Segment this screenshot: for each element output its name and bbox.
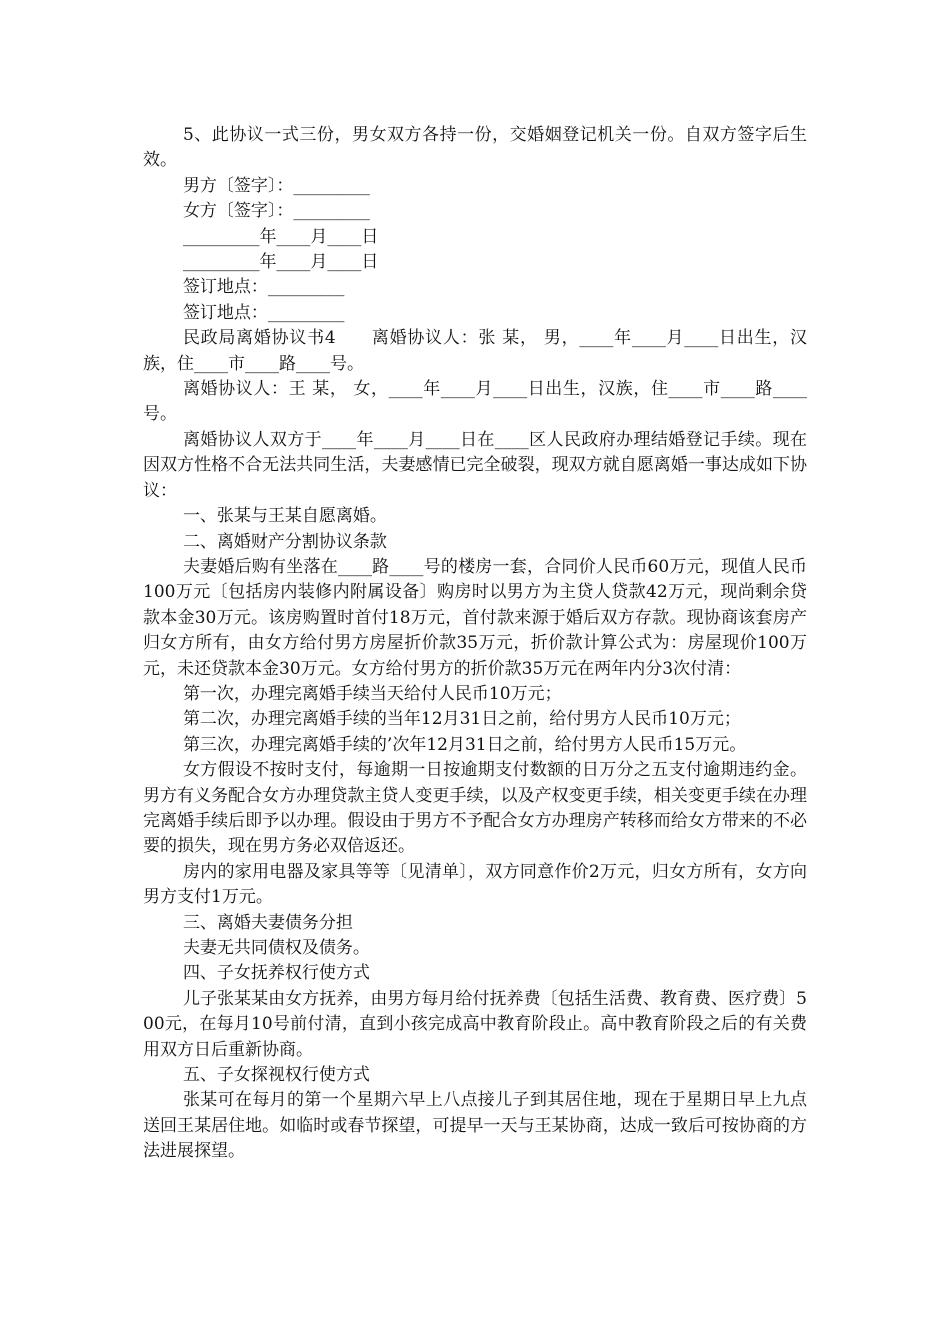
paragraph-late-penalty: 女方假设不按时支付，每逾期一日按逾期支付数额的日万分之五支付逾期违约金。男方有义务配合女方办理贷款主贷人变更手续，以及产权变更手续，相关变更手续在办理完离婚手续后即予以办理。假设由于男方不予配合女方办理房产转移而给女方带来的不必要的损失，现在男方务必双倍返还。 bbox=[143, 760, 807, 857]
paragraph-visitation: 张某可在每月的第一个星期六早上八点接儿子到其居住地，现在于星期日早上九点送回王某居住地。如临时或春节探望，可提早一天与王某协商，达成一致后可按协商的方法进展探望。 bbox=[143, 1090, 807, 1162]
paragraph-signing-place-1: 签订地点：_________ bbox=[182, 277, 345, 298]
paragraph-signing-place-2: 签订地点：_________ bbox=[182, 302, 345, 323]
paragraph-agreement-4-party-male: 民政局离婚协议书4 离婚协议人：张 某， 男，____年____月____日出生，汉族，住____市____路____号。 bbox=[143, 328, 807, 374]
paragraph-payment-3: 第三次，办理完离婚手续的’次年12月31日之前，给付男方人民币15万元。 bbox=[182, 734, 747, 755]
paragraph-agreement-copies: 5、此协议一式三份，男女双方各持一份，交婚姻登记机关一份。自双方签字后生效。 bbox=[143, 125, 807, 171]
paragraph-property-house: 夫妻婚后购有坐落在____路____号的楼房一套，合同价人民币60万元，现值人民币100万元〔包括房内装修内附属设备〕购房时以男方为主贷人贷款42万元，现尚剩余贷款本金30万元。该房购置时首付18万元，首付款来源于婚后双方存款。现协商该套房产归女方所有，由女方给付男方房屋折价款35万元，折价款计算公式为：房屋现价100万元，未还贷款本金30万元。女方给付男方的折价款35万元在两年内分3次付清： bbox=[143, 556, 807, 679]
paragraph-date-1: _________年____月____日 bbox=[182, 226, 379, 247]
paragraph-payment-2: 第二次，办理完离婚手续的当年12月31日之前，给付男方人民币10万元； bbox=[182, 709, 741, 730]
document-body bbox=[143, 123, 807, 1165]
paragraph-section-5-heading: 五、子女探视权行使方式 bbox=[182, 1065, 370, 1086]
paragraph-male-signature: 男方〔签字〕：_________ bbox=[182, 175, 370, 196]
paragraph-party-female: 离婚协议人：王 某， 女，____年____月____日出生，汉族，住____市____路____号。 bbox=[143, 379, 807, 425]
paragraph-date-2: _________年____月____日 bbox=[182, 252, 379, 273]
paragraph-section-1: 一、张某与王某自愿离婚。 bbox=[182, 506, 387, 527]
paragraph-section-4-heading: 四、子女抚养权行使方式 bbox=[182, 963, 370, 984]
paragraph-female-signature: 女方〔签字〕：_________ bbox=[182, 201, 370, 222]
paragraph-payment-1: 第一次，办理完离婚手续当天给付人民币10万元； bbox=[182, 683, 562, 704]
paragraph-section-2-heading: 二、离婚财产分割协议条款 bbox=[182, 531, 387, 552]
paragraph-marriage-registration: 离婚协议人双方于____年____月____日在____区人民政府办理结婚登记手续。现在因双方性格不合无法共同生活，夫妻感情已完全破裂，现双方就自愿离婚一事达成如下协议： bbox=[143, 429, 807, 501]
paragraph-appliances: 房内的家用电器及家具等等〔见清单〕，双方同意作价2万元，归女方所有，女方向男方支付1万元。 bbox=[143, 861, 807, 908]
paragraph-child-custody: 儿子张某某由女方抚养，由男方每月给付抚养费〔包括生活费、教育费、医疗费〕500元，在每月10号前付清，直到小孩完成高中教育阶段止。高中教育阶段之后的有关费用双方日后重新协商。 bbox=[143, 988, 807, 1060]
paragraph-no-debts: 夫妻无共同债权及债务。 bbox=[182, 938, 370, 958]
paragraph-section-3-heading: 三、离婚夫妻债务分担 bbox=[182, 912, 353, 933]
